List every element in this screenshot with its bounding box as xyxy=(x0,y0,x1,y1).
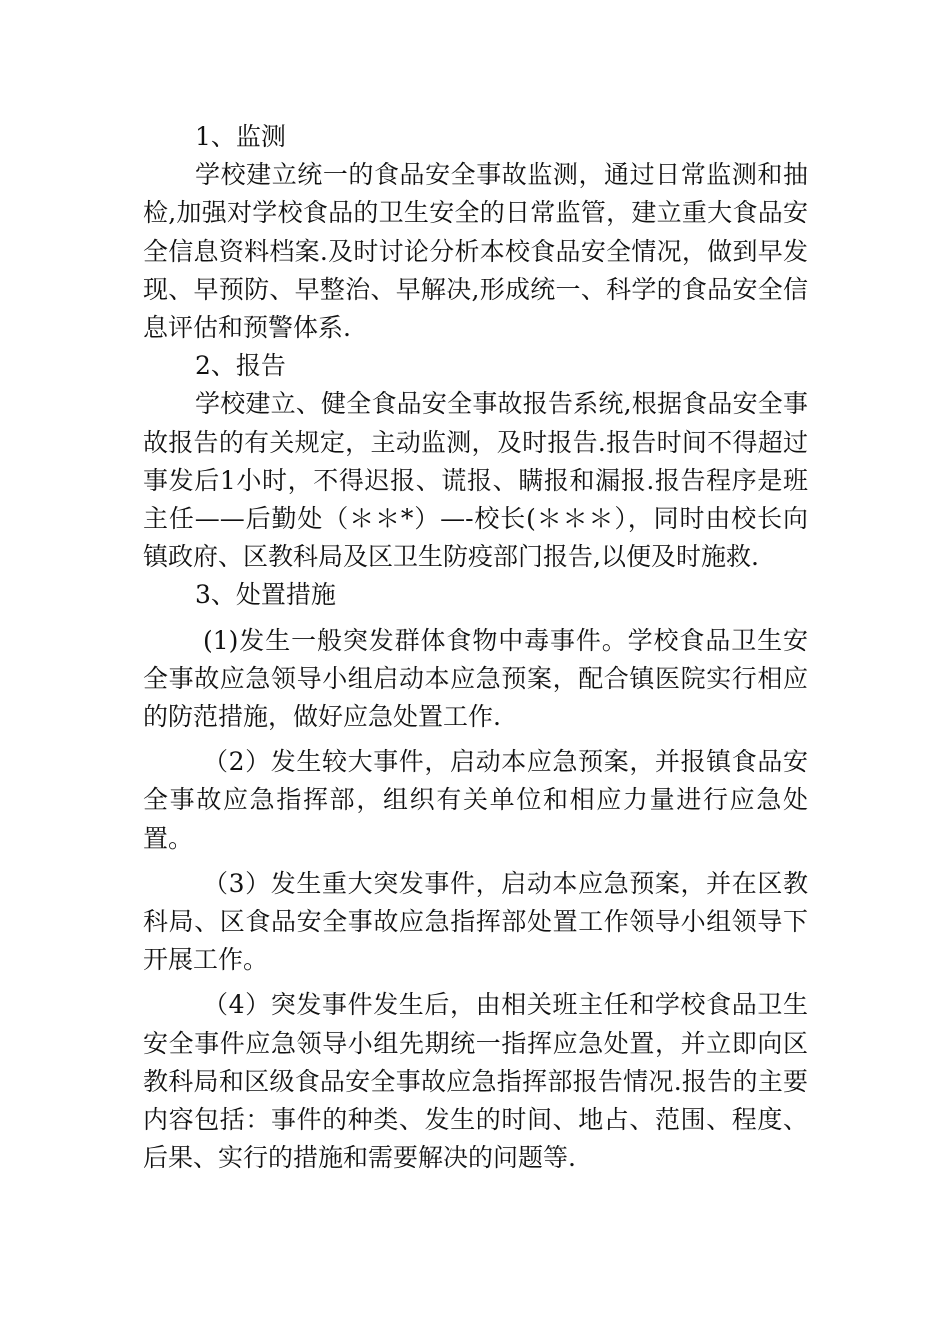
paragraph-measure-2: （2）发生较大事件，启动本应急预案，并报镇食品安全事故应急指挥部，组织有关单位和相应力量进行应急处置。 xyxy=(143,747,808,853)
document-body xyxy=(143,118,808,1177)
paragraph-measure-1: (1)发生一般突发群体食物中毒事件。学校食品卫生安全事故应急领导小组启动本应急预案，配合镇医院实行相应的防范措施，做好应急处置工作. xyxy=(143,625,808,732)
paragraph-report: 学校建立、健全食品安全事故报告系统,根据食品安全事故报告的有关规定，主动监测，及时报告.报告时间不得超过事发后1小时，不得迟报、谎报、瞒报和漏报.报告程序是班主任——后勤处（＊＊*）—-校长(＊＊＊），同时由校长向镇政府、区教科局及区卫生防疫部门报告,以便及时施救. xyxy=(143,389,808,572)
section-heading-monitoring: 1、监测 xyxy=(195,122,286,151)
paragraph-monitoring: 学校建立统一的食品安全事故监测，通过日常监测和抽检,加强对学校食品的卫生安全的日常监管，建立重大食品安全信息资料档案.及时讨论分析本校食品安全情况，做到早发现、早预防、早整治、早解决,形成统一、科学的食品安全信息评估和预警体系. xyxy=(143,160,808,343)
paragraph-measure-3: （3）发生重大突发事件，启动本应急预案，并在区教科局、区食品安全事故应急指挥部处置工作领导小组领导下开展工作。 xyxy=(143,868,808,975)
section-heading-measures: 3、处置措施 xyxy=(195,580,336,610)
paragraph-measure-4: （4）突发事件发生后，由相关班主任和学校食品卫生安全事件应急领导小组先期统一指挥应急处置，并立即向区教科局和区级食品安全事故应急指挥部报告情况.报告的主要内容包括：事件的种类、发生的时间、地占、范围、程度、后果、实行的措施和需要解决的问题等. xyxy=(143,990,808,1173)
section-heading-report: 2、报告 xyxy=(195,351,286,381)
